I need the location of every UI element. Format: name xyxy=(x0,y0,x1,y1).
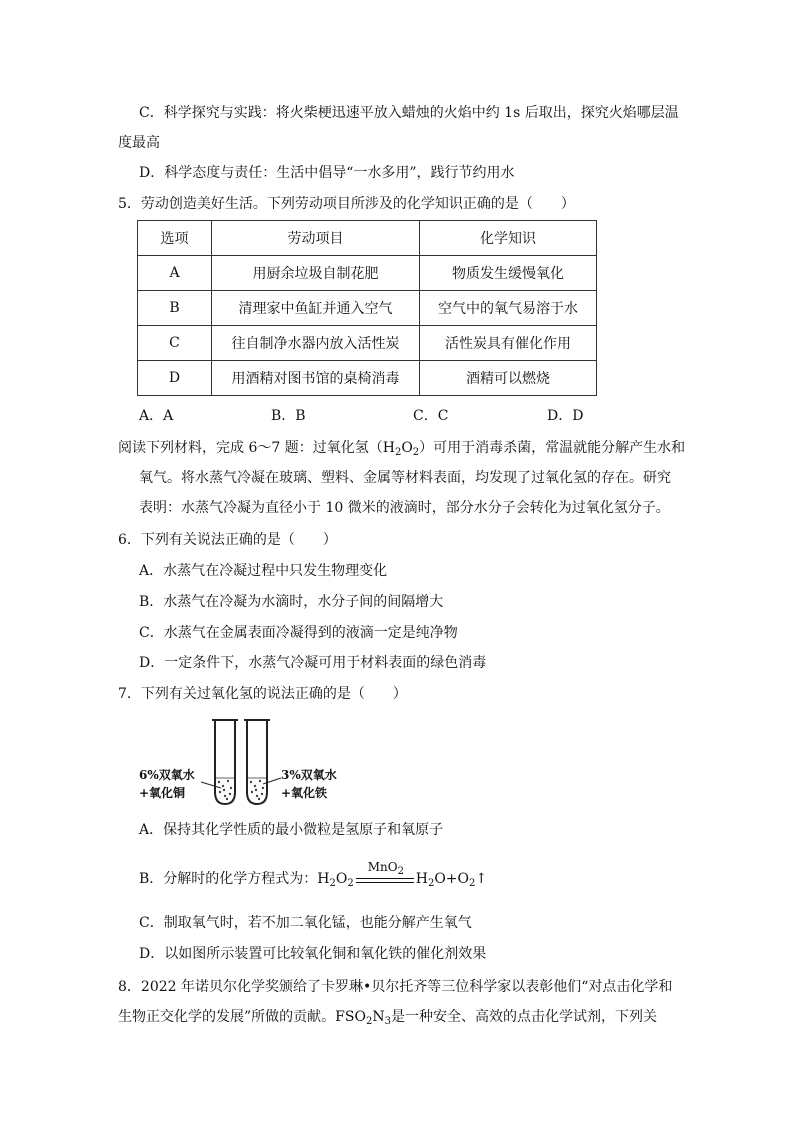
labor-table xyxy=(137,220,597,396)
reaction-arrow: MnO$_2$ xyxy=(354,869,416,889)
table-cell: 空气中的氧气易溶于水 xyxy=(420,291,597,326)
table-cell: 活性炭具有催化作用 xyxy=(420,326,597,361)
table-cell: A xyxy=(138,256,212,291)
table-header-row xyxy=(138,221,597,256)
table-cell: 物质发生缓慢氧化 xyxy=(420,256,597,291)
table-row xyxy=(138,326,597,361)
question-5-stem: 5．劳动创造美好生活。下列劳动项目所涉及的化学知识正确的是（ ） xyxy=(118,196,575,212)
table-cell: 用酒精对图书馆的桌椅消毒 xyxy=(212,361,420,396)
table-cell: B xyxy=(138,291,212,326)
left-tube-label: 6%双氧水 +氧化铜 xyxy=(139,768,195,800)
choice-c: C．C xyxy=(413,408,449,424)
choice-d: D．D xyxy=(547,408,584,424)
table-row xyxy=(138,361,597,396)
table-cell: C xyxy=(138,326,212,361)
table-header: 选项 xyxy=(138,221,212,256)
q7-option-b: B．分解时的化学方程式为：$H_2O_2$ MnO$_2$ $H_2O+O_2↑$ xyxy=(139,860,488,889)
option-c-line1: C．科学探究与实践：将火柴梗迅速平放入蜡烛的火焰中约 1s 后取出，探究火焰哪层温 xyxy=(139,105,679,121)
question-8-line2: 生物正交化学的发展”所做的贡献。$FSO_2N_3$是一种安全、高效的点击化学试剂，下列关 xyxy=(118,1009,657,1027)
question-8-line1: 8．2022 年诺贝尔化学奖颁给了卡罗琳•贝尔托齐等三位科学家以表彰他们“对点击化学和 xyxy=(118,979,673,995)
reading-line3: 表明：水蒸气冷凝为直径小于 10 微米的液滴时，部分水分子会转化为过氧化氢分子。 xyxy=(139,500,670,516)
q7-option-d: D．以如图所示装置可比较氧化铜和氧化铁的催化剂效果 xyxy=(139,946,487,962)
option-c-line2: 度最高 xyxy=(118,135,160,151)
choice-a: A．A xyxy=(139,408,174,424)
question-5-choices xyxy=(139,405,609,425)
table-cell: D xyxy=(138,361,212,396)
table-cell: 酒精可以燃烧 xyxy=(420,361,597,396)
table-row xyxy=(138,256,597,291)
table-cell: 往自制净水器内放入活性炭 xyxy=(212,326,420,361)
table-cell: 用厨余垃圾自制花肥 xyxy=(212,256,420,291)
q6-option-d: D．一定条件下，水蒸气冷凝可用于材料表面的绿色消毒 xyxy=(139,655,487,671)
q7-option-c: C．制取氧气时，若不加二氧化锰，也能分解产生氧气 xyxy=(139,915,472,931)
table-row xyxy=(138,291,597,326)
choice-b: B．B xyxy=(271,408,306,424)
option-d-line: D．科学态度与责任：生活中倡导“一水多用”，践行节约用水 xyxy=(139,165,515,181)
q6-option-b: B．水蒸气在冷凝为水滴时，水分子间的间隔增大 xyxy=(139,594,444,610)
q6-option-a: A．水蒸气在冷凝过程中只发生物理变化 xyxy=(139,563,388,579)
table-cell: 清理家中鱼缸并通入空气 xyxy=(212,291,420,326)
right-tube-label: 3%双氧水 +氧化铁 xyxy=(281,768,337,800)
q7-option-a: A．保持其化学性质的最小微粒是氢原子和氧原子 xyxy=(139,822,444,838)
table-header: 化学知识 xyxy=(420,221,597,256)
q6-option-c: C．水蒸气在金属表面冷凝得到的液滴一定是纯净物 xyxy=(139,625,458,641)
question-7-stem: 7．下列有关过氧化氢的说法正确的是（ ） xyxy=(118,686,407,702)
table-header: 劳动项目 xyxy=(212,221,420,256)
question-6-stem: 6．下列有关说法正确的是（ ） xyxy=(118,532,337,548)
reading-line2: 氧气。将水蒸气冷凝在玻璃、塑料、金属等材料表面，均发现了过氧化氢的存在。研究 xyxy=(139,470,671,486)
test-tube-figure xyxy=(139,718,359,808)
reading-line1: 阅读下列材料，完成 6～7 题：过氧化氢$(H_2O_2)$可用于消毒杀菌，常温就能分解产生水和 xyxy=(118,440,686,458)
